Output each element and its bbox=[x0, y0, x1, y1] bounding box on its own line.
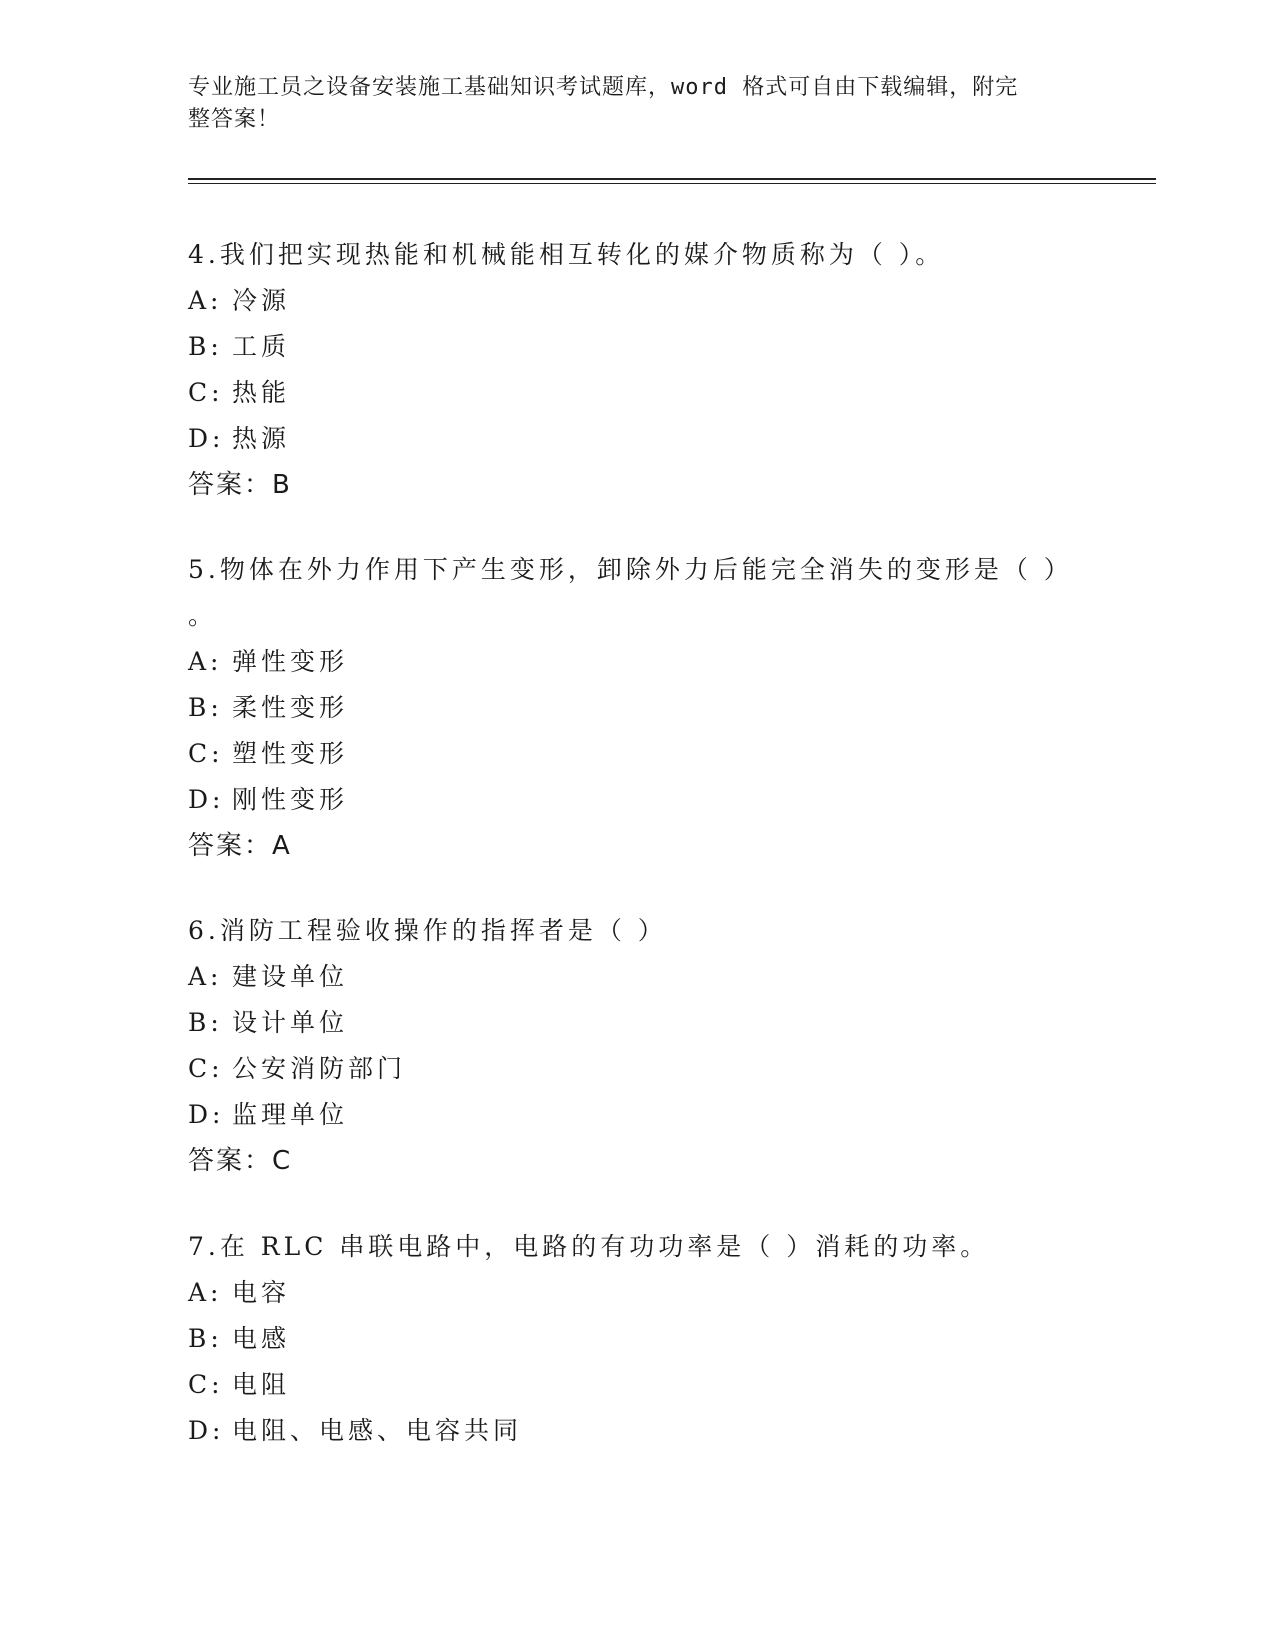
option-letter: A: bbox=[188, 647, 223, 676]
header-line-1: 专业施工员之设备安装施工基础知识考试题库，word 格式可自由下载编辑，附完 bbox=[188, 75, 1019, 100]
option-text: 电阻、电感、电容共同 bbox=[232, 1416, 523, 1445]
option-a bbox=[188, 954, 1088, 1000]
option-b bbox=[188, 685, 1088, 731]
question-stem-continuation: 。 bbox=[188, 601, 214, 630]
option-d bbox=[188, 416, 1088, 462]
option-letter: D: bbox=[188, 424, 225, 453]
option-b bbox=[188, 324, 1088, 370]
question-7 bbox=[188, 1224, 1088, 1454]
option-text: 刚性变形 bbox=[232, 785, 349, 814]
option-letter: B: bbox=[188, 1008, 223, 1037]
option-c bbox=[188, 1362, 1088, 1408]
option-text: 弹性变形 bbox=[232, 647, 349, 676]
option-text: 热源 bbox=[232, 424, 291, 453]
option-text: 热能 bbox=[232, 378, 291, 407]
question-stem: 7.在 RLC 串联电路中，电路的有功功率是（ ）消耗的功率。 bbox=[188, 1232, 990, 1261]
option-d bbox=[188, 1092, 1088, 1138]
option-letter: B: bbox=[188, 1324, 223, 1353]
option-text: 电感 bbox=[232, 1324, 291, 1353]
option-c bbox=[188, 1046, 1088, 1092]
header-rule-thick bbox=[188, 178, 1156, 180]
option-letter: C: bbox=[188, 1370, 224, 1399]
option-b bbox=[188, 1316, 1088, 1362]
option-b bbox=[188, 1000, 1088, 1046]
option-letter: A: bbox=[188, 1278, 223, 1307]
question-stem: 5.物体在外力作用下产生变形，卸除外力后能完全消失的变形是（ ） bbox=[188, 555, 1073, 584]
option-text: 塑性变形 bbox=[232, 739, 349, 768]
option-text: 监理单位 bbox=[232, 1100, 349, 1129]
answer: 答案：B bbox=[188, 470, 292, 500]
option-letter: A: bbox=[188, 962, 223, 991]
option-letter: D: bbox=[188, 1416, 225, 1445]
option-letter: C: bbox=[188, 739, 224, 768]
question-5 bbox=[188, 547, 1088, 869]
option-a bbox=[188, 1270, 1088, 1316]
option-d bbox=[188, 777, 1088, 823]
option-d bbox=[188, 1408, 1088, 1454]
option-text: 冷源 bbox=[232, 286, 291, 315]
option-letter: B: bbox=[188, 332, 223, 361]
question-6 bbox=[188, 908, 1088, 1184]
answer: 答案：C bbox=[188, 1146, 293, 1176]
header-rule-thin bbox=[188, 183, 1156, 184]
question-4 bbox=[188, 232, 1088, 508]
option-letter: C: bbox=[188, 378, 224, 407]
option-letter: D: bbox=[188, 1100, 225, 1129]
option-letter: C: bbox=[188, 1054, 224, 1083]
option-c bbox=[188, 731, 1088, 777]
option-text: 公安消防部门 bbox=[232, 1054, 407, 1083]
option-a bbox=[188, 639, 1088, 685]
option-letter: B: bbox=[188, 693, 223, 722]
question-stem: 4.我们把实现热能和机械能相互转化的媒介物质称为（ ）。 bbox=[188, 240, 945, 269]
option-text: 柔性变形 bbox=[232, 693, 349, 722]
option-text: 建设单位 bbox=[232, 962, 349, 991]
question-stem: 6.消防工程验收操作的指挥者是（ ） bbox=[188, 916, 667, 945]
option-letter: D: bbox=[188, 785, 225, 814]
option-a bbox=[188, 278, 1088, 324]
option-text: 工质 bbox=[232, 332, 291, 361]
option-text: 设计单位 bbox=[232, 1008, 349, 1037]
option-c bbox=[188, 370, 1088, 416]
answer: 答案：A bbox=[188, 831, 292, 861]
header-line-2: 整答案！ bbox=[188, 107, 281, 132]
option-text: 电阻 bbox=[232, 1370, 291, 1399]
option-letter: A: bbox=[188, 286, 223, 315]
option-text: 电容 bbox=[232, 1278, 291, 1307]
document-header bbox=[188, 72, 1068, 136]
